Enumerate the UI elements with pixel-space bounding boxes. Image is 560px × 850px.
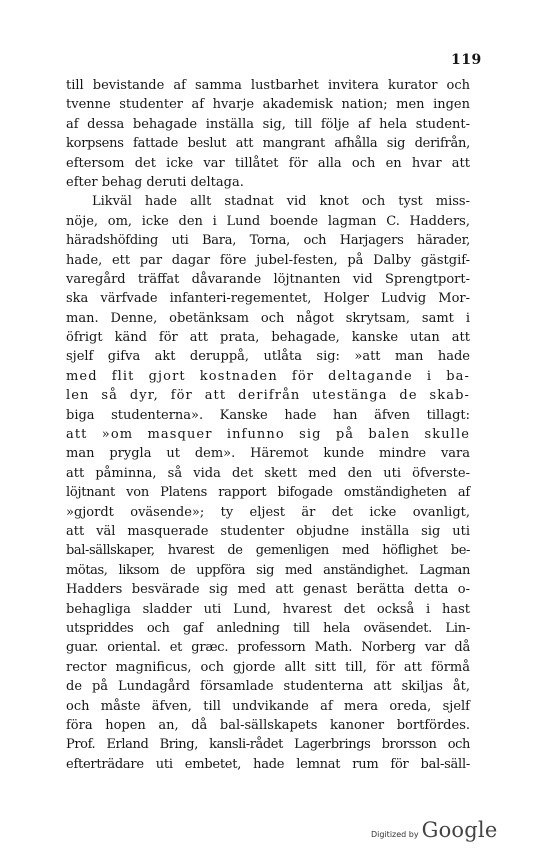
text-line: eftersom det icke var tillåtet för alla och en hvar att: [66, 155, 470, 171]
text-line: hade, ett par dagar före jubel-festen, på Dalby gästgif-: [66, 252, 470, 268]
text-line: efter behag deruti deltaga.: [66, 174, 244, 190]
google-logo: Google: [421, 818, 498, 842]
text-line: och måste äfven, till undvikande af mera oreda, sjelf: [66, 698, 470, 714]
text-line: biga studenterna». Kanske hade han äfven tillagt:: [66, 407, 470, 423]
text-line: ska värfvade infanteri-regementet, Holger Ludvig Mor-: [66, 291, 470, 307]
text-line: löjtnant von Platens rapport bifogade omständigheten af: [66, 485, 470, 501]
text-line: sjelf gifva akt deruppå, utlåta sig: »att man hade: [66, 349, 470, 365]
text-line: af dessa behagade inställa sig, till följe af hela student-: [66, 116, 470, 132]
text-line: öfrigt känd för att prata, behagade, kanske utan att: [66, 330, 470, 346]
watermark-prefix: Digitized by: [371, 830, 419, 839]
text-line: man prygla ut dem». Häremot kunde mindre vara: [66, 446, 470, 462]
text-line: de på Lundagård församlade studenterna att skiljas åt,: [66, 679, 470, 695]
text-line: varegård träffat dåvarande löjtnanten vid Sprengtport-: [66, 271, 470, 287]
digitized-watermark: [371, 818, 497, 842]
text-line: nöje, om, icke den i Lund boende lagman C. Hadders,: [66, 213, 470, 229]
text-line: Hadders besvärade sig med att genast berätta detta o-: [66, 582, 470, 598]
text-line: korpsens fattade beslut att mangrant afhålla sig derifrån,: [66, 136, 470, 152]
text-line: len så dyr, för att derifrån utestänga de skab-: [66, 388, 470, 404]
text-line: Likväl hade allt stadnat vid knot och tyst miss-: [92, 194, 470, 210]
text-line: »gjordt oväsende»; ty eljest är det icke ovanligt,: [66, 504, 470, 520]
text-line: behagliga sladder uti Lund, hvarest det också i hast: [66, 601, 470, 617]
text-line: att »om masquer infunno sig på balen skulle: [66, 427, 470, 443]
text-line: till bevistande af samma lustbarhet invitera kurator och: [66, 78, 470, 93]
text-line: utspriddes och gaf anledning till hela oväsendet. Lin-: [66, 620, 470, 636]
text-line: guar. oriental. et græc. professorn Math. Norberg var då: [66, 640, 470, 656]
text-line: att påminna, så vida det skett med den uti öfverste-: [66, 465, 470, 481]
text-line: Prof. Erland Bring, kansli-rådet Lagerbrings brorsson och: [66, 737, 470, 753]
text-line: häradshöfding uti Bara, Torna, och Harjagers härader,: [66, 233, 470, 249]
text-line: man. Denne, obetänksam och något skrytsam, samt i: [66, 310, 470, 326]
text-line: efterträdare uti embetet, hade lemnat rum för bal-säll-: [66, 756, 470, 772]
text-line: rector magnificus, och gjorde allt sitt till, för att förmå: [66, 659, 470, 675]
text-line: tvenne studenter af hvarje akademisk nation; men ingen: [66, 97, 470, 113]
body-text: [66, 76, 470, 774]
text-line: mötas, liksom de uppföra sig med anständighet. Lagman: [66, 562, 470, 578]
page-number: 119: [451, 52, 482, 68]
text-line: föra hopen an, då bal-sällskapets kanoner bortfördes.: [66, 717, 470, 733]
text-line: bal-sällskaper, hvarest de gemenligen med höflighet be-: [66, 543, 470, 559]
text-line: att väl masquerade studenter objudne inställa sig uti: [66, 523, 470, 539]
text-line: med flit gjort kostnaden för deltagande i ba-: [66, 368, 470, 384]
